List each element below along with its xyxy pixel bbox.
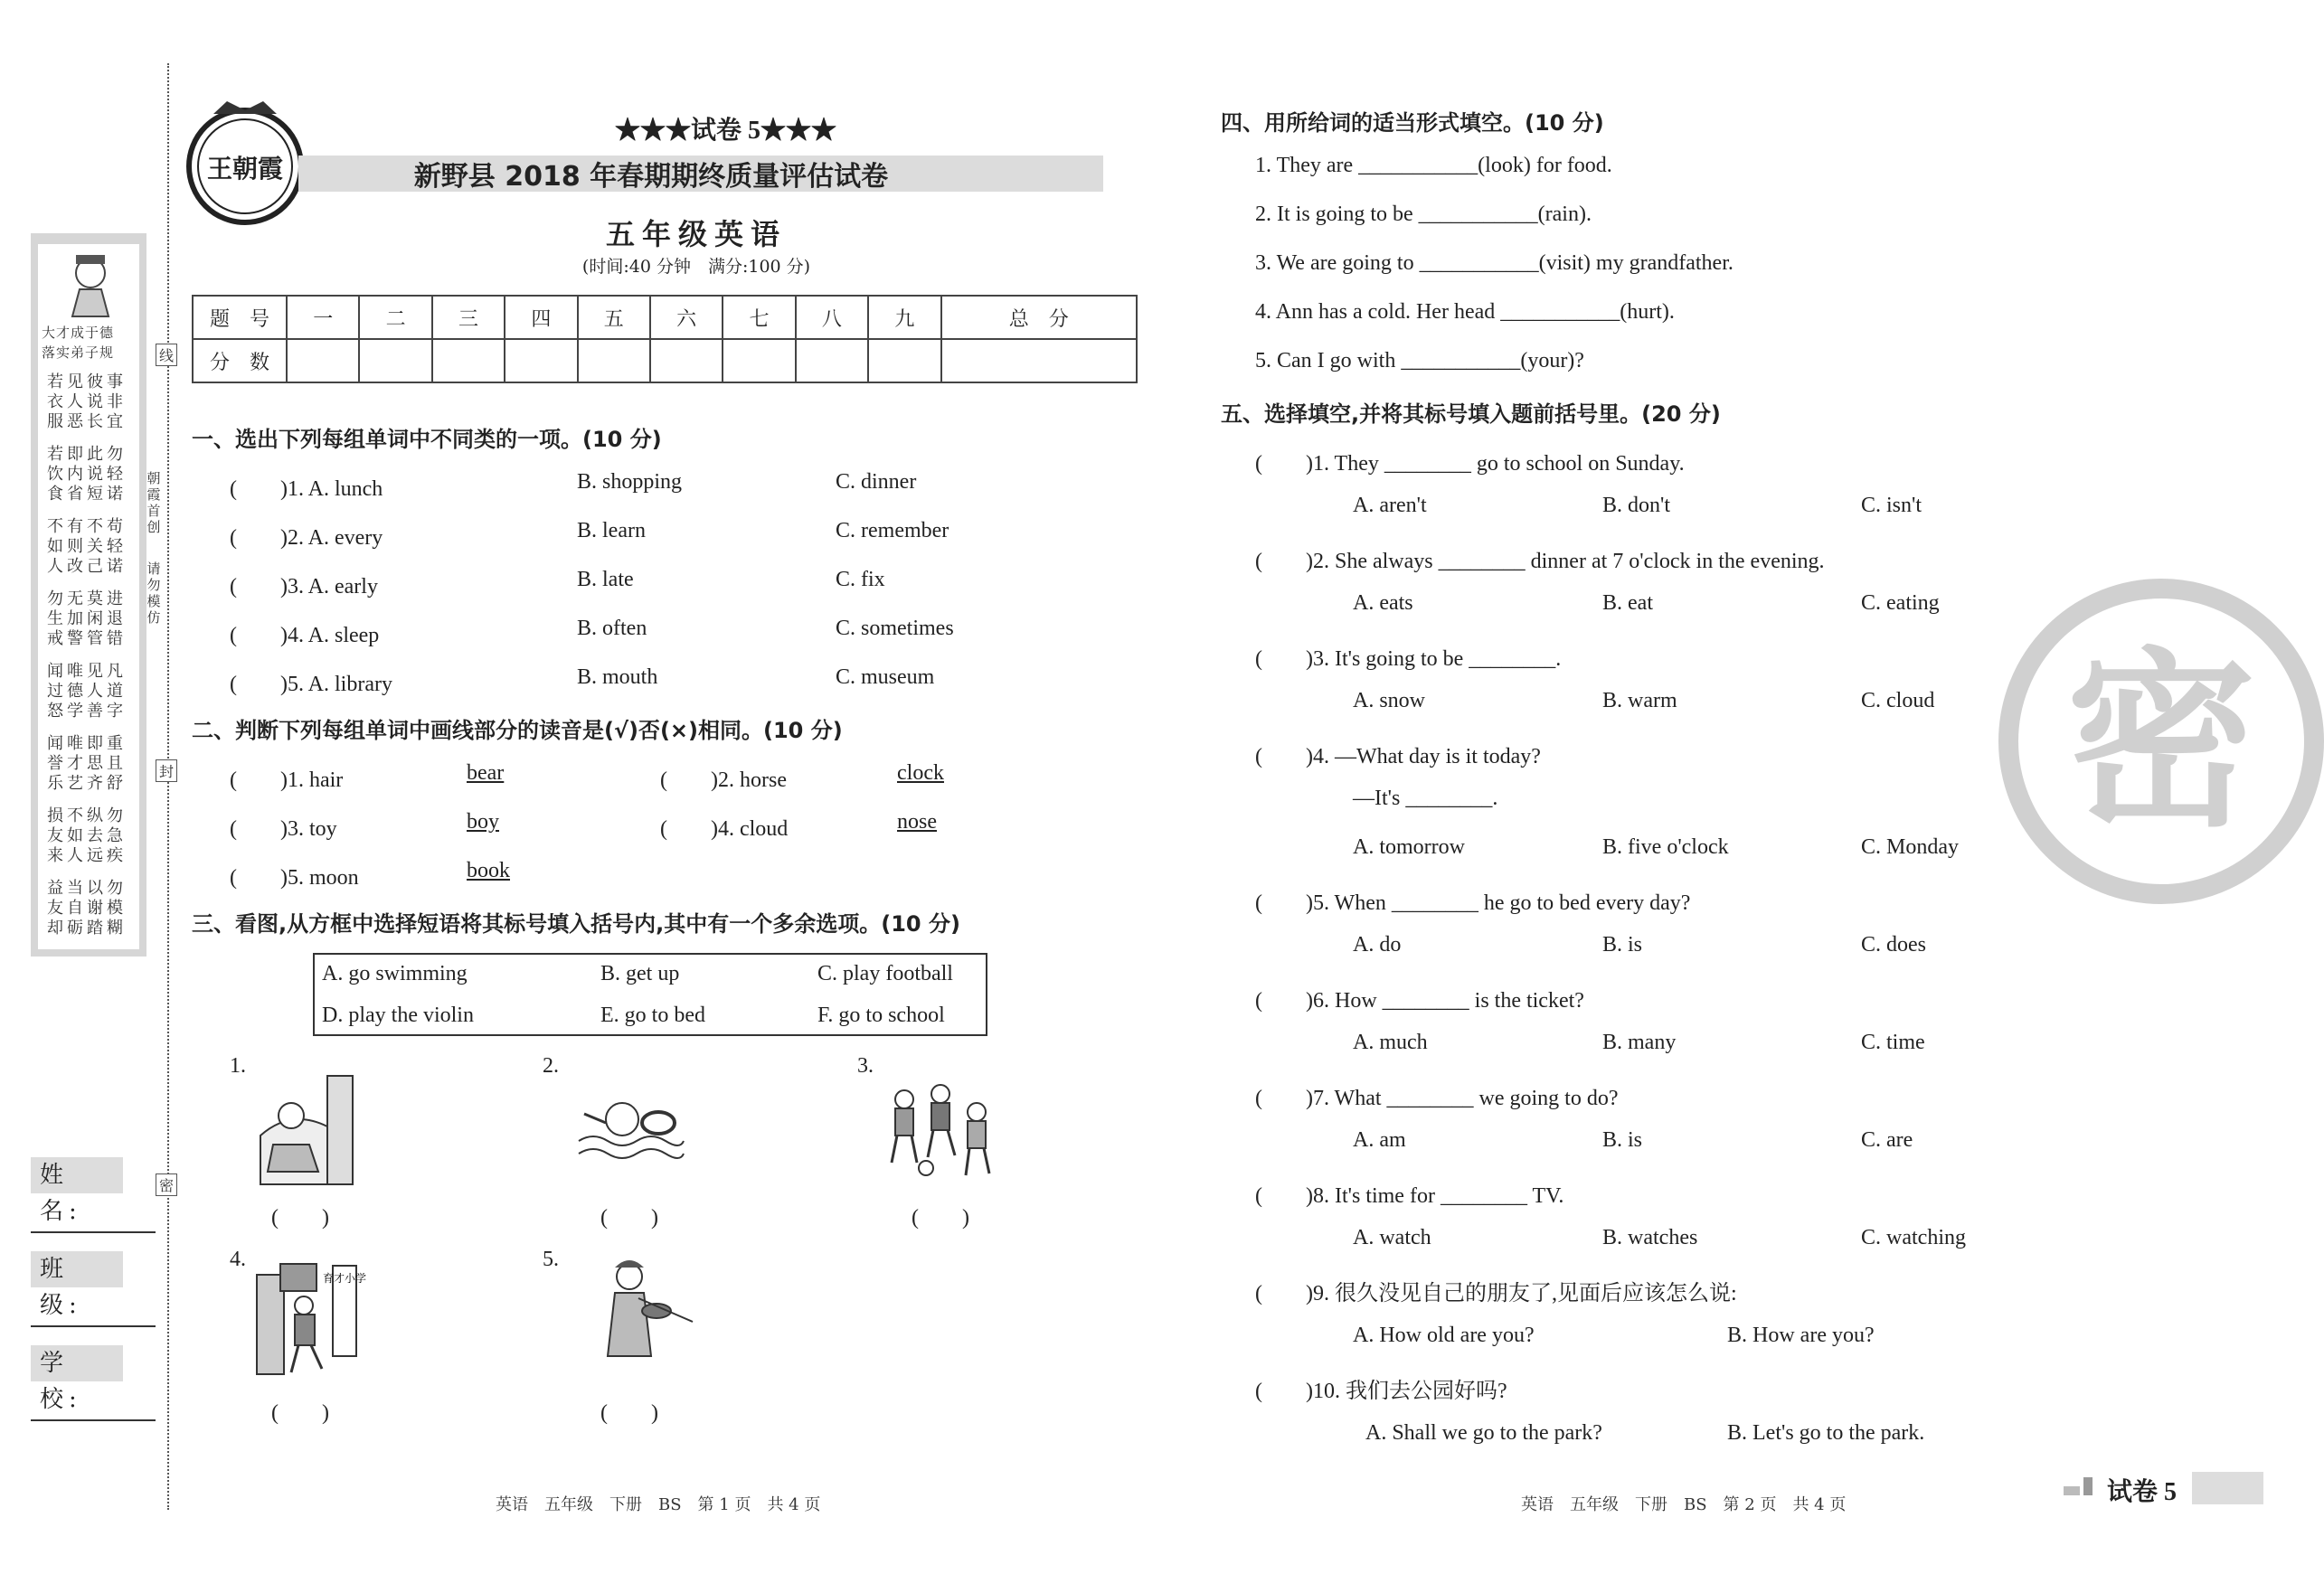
fill-blank-row[interactable]: 1. They are ___________(look) for food. [1255,154,1612,177]
school-sign-text: 育才小学 [322,1272,367,1285]
score-header-cell: 六 [650,296,723,339]
answer-blank[interactable]: ( ) [600,1401,658,1425]
section5-title: 五、选择填空,并将其标号填入题前括号里。(20 分) [1221,401,1721,427]
phrase-option: C. play football [817,962,953,985]
score-table [192,295,1138,383]
go-to-school-picture [253,1260,367,1378]
score-header-cell: 一 [287,296,359,339]
option-c: C. fix [836,568,885,591]
class-label: 班 级: [31,1251,123,1287]
phrase-option: A. go swimming [322,962,468,985]
binding-vertical-2: 请勿模仿 [146,561,161,626]
question-row[interactable]: ( )5. When ________ he go to bed every day? [1255,891,1691,915]
picture-number: 3. [857,1054,874,1078]
motto-line: 益当以勿 [47,879,127,898]
phrase-option: D. play the violin [322,1004,474,1027]
option-c: C. remember [836,519,949,542]
motto-line: 戒警管错 [47,629,127,648]
football-picture [883,1081,1000,1181]
option-c: C. Monday [1861,835,1959,859]
option-a: A. watch [1353,1226,1431,1249]
question-row[interactable]: ( )9. 很久没见自己的朋友了,见面后应该怎么说: [1255,1282,1737,1305]
option-c: C. isn't [1861,494,1922,517]
compare-word: boy [467,810,499,834]
motto-line: 友如去急 [47,826,127,845]
question-row[interactable]: ( )6. How ________ is the ticket? [1255,989,1584,1013]
option-a: A. tomorrow [1353,835,1465,859]
option-c: C. cloud [1861,689,1935,712]
violin-picture [588,1257,696,1365]
option-c: C. does [1861,933,1926,957]
option-a: A. aren't [1353,494,1427,517]
score-input-cell[interactable] [796,339,868,382]
option-c: C. eating [1861,591,1940,615]
score-header-cell: 九 [868,296,940,339]
compare-word: bear [467,761,505,785]
option-b: B. learn [577,519,646,542]
section3-title: 三、看图,从方框中选择短语将其标号填入括号内,其中有一个多余选项。(10 分) [192,911,960,937]
motto-line: 怒学善字 [47,702,127,721]
picture-number: 5. [543,1248,559,1271]
phrase-option: B. get up [600,962,680,985]
motto-line: 闻唯即重 [47,734,127,753]
score-header-cell: 五 [578,296,650,339]
score-header-cell: 二 [359,296,431,339]
option-c: C. dinner [836,470,917,494]
question-row[interactable]: ( )2. A. every [230,526,383,550]
score-label-cell: 分 数 [193,339,287,382]
score-input-cell[interactable] [868,339,940,382]
question-row[interactable]: ( )5. A. library [230,673,392,696]
option-c: C. time [1861,1031,1925,1054]
question-row[interactable]: ( )5. moon [230,866,359,890]
class-field[interactable] [31,1325,156,1327]
option-b: B. late [577,568,634,591]
option-b: B. eat [1602,591,1653,615]
option-a: A. am [1353,1128,1406,1152]
motto-line: 损不纵勿 [47,806,127,825]
swimming-picture [575,1087,687,1168]
motto-line: 人改己诺 [47,557,127,576]
school-field[interactable] [31,1419,156,1421]
fill-blank-row[interactable]: 5. Can I go with ___________(your)? [1255,349,1584,372]
motto-line: 服恶长宜 [47,412,127,431]
fill-blank-row[interactable]: 2. It is going to be ___________(rain). [1255,203,1592,226]
option-b: B. often [577,617,647,640]
score-input-cell[interactable] [432,339,505,382]
question-row[interactable]: ( )1. hair [230,768,344,792]
option-c: C. museum [836,665,935,689]
question-row[interactable]: ( )2. She always ________ dinner at 7 o'clock in the evening. [1255,550,1825,573]
answer-blank[interactable]: ( ) [912,1206,969,1230]
question-row[interactable]: ( )3. It's going to be ________. [1255,647,1562,671]
footer-right: 英语 五年级 下册 BS 第 2 页 共 4 页 [1521,1495,1847,1514]
question-row[interactable]: ( )7. What ________ we going to do? [1255,1087,1619,1110]
option-a: A. do [1353,933,1402,957]
option-b: B. many [1602,1031,1677,1054]
footer-left: 英语 五年级 下册 BS 第 1 页 共 4 页 [496,1495,821,1514]
question-row[interactable]: ( )1. They ________ go to school on Sunday. [1255,452,1685,476]
question-row[interactable]: ( )8. It's time for ________ TV. [1255,1184,1564,1208]
motto-line: 来人远疾 [47,846,127,865]
compare-word: book [467,859,510,882]
option-a: A. eats [1353,591,1413,615]
phrase-option: F. go to school [817,1004,945,1027]
section4-title: 四、用所给词的适当形式填空。(10 分) [1221,110,1604,136]
option-b: B. warm [1602,689,1677,712]
question-row[interactable]: ( )1. A. lunch [230,477,383,501]
logo-text: 王朝霞 [206,154,284,184]
option-c: C. watching [1861,1226,1966,1249]
school-label: 学 校: [31,1345,123,1381]
option-a: A. Shall we go to the park? [1365,1421,1602,1445]
option-c: C. are [1861,1128,1913,1152]
picture-number: 1. [230,1054,246,1078]
answer-blank[interactable]: ( ) [271,1206,329,1230]
footer-tag-bar [2064,1486,2080,1495]
motto-line: 如则关轻 [47,537,127,556]
question-row[interactable]: ( )3. A. early [230,575,378,598]
get-up-picture [255,1072,356,1190]
question-row[interactable]: ( )4. cloud [660,817,789,841]
motto-line: 衣人说非 [47,392,127,411]
score-input-cell[interactable] [287,339,359,382]
motto-line: 乐艺齐舒 [47,774,127,793]
score-value-row [193,339,1137,382]
score-header-cell: 题 号 [193,296,287,339]
footer-tag-bar [2083,1477,2093,1495]
footer-tag-bar [2192,1472,2263,1504]
binding-mark-seal: 封 [156,759,177,782]
option-b: B. Let's go to the park. [1727,1421,1925,1445]
question-row[interactable]: ( )3. toy [230,817,337,841]
question-row[interactable]: ( )4. —What day is it today? [1255,745,1541,768]
question-row[interactable]: ( )2. horse [660,768,787,792]
section2-title: 二、判断下列每组单词中画线部分的读音是(√)否(×)相同。(10 分) [192,718,843,743]
motto-line: 食省短诺 [47,485,127,504]
option-b: B. watches [1602,1226,1698,1249]
motto-line: 过德人道 [47,682,127,701]
option-b: B. mouth [577,665,658,689]
picture-number: 2. [543,1054,559,1078]
option-b: B. is [1602,933,1643,957]
publisher-logo [177,94,313,230]
option-b: B. shopping [577,470,683,494]
score-input-cell[interactable] [941,339,1137,382]
question-answer-line: —It's ________. [1353,787,1498,810]
compare-word: clock [897,761,944,785]
option-b: B. five o'clock [1602,835,1729,859]
score-input-cell[interactable] [505,339,577,382]
binding-mark-secret: 密 [156,1173,177,1196]
exam-timing: (时间:40 分钟 满分:100 分) [581,257,811,277]
motto-bottom: 落实弟子规 [42,344,115,361]
stamp-text: 密 [2065,631,2256,853]
score-input-cell[interactable] [359,339,431,382]
footer-paper-tag: 试卷 5 [2107,1478,2178,1506]
name-field[interactable] [31,1231,156,1233]
name-label: 姓 名: [31,1157,123,1193]
picture-number: 4. [230,1248,246,1271]
score-header-cell: 七 [723,296,795,339]
fill-blank-row[interactable]: 4. Ann has a cold. Her head ___________(hurt). [1255,300,1675,324]
option-a: A. much [1353,1031,1428,1054]
motto-line: 闻唯见凡 [47,662,127,681]
exam-title: 新野县 2018 年春期期终质量评估试卷 [413,161,889,193]
motto-line: 勿无莫进 [47,589,127,608]
motto-line: 若见彼事 [47,372,127,391]
motto-line: 生加闲退 [47,609,127,628]
option-c: C. sometimes [836,617,954,640]
binding-vertical-1: 朝霞首创 [146,470,161,535]
score-header-row [193,296,1137,339]
motto-line: 不有不苟 [47,517,127,536]
binding-strip-inner [38,244,139,949]
paper-number: ★★★试卷 5★★★ [615,117,837,145]
option-b: B. is [1602,1128,1643,1152]
fill-blank-row[interactable]: 3. We are going to ___________(visit) my grandfather. [1255,251,1734,275]
exam-subject: 五年级英语 [605,217,787,251]
question-row[interactable]: ( )10. 我们去公园好吗? [1255,1380,1507,1403]
binding-cut-line [167,63,169,1510]
option-a: A. How old are you? [1353,1324,1535,1347]
option-b: B. How are you? [1727,1324,1875,1347]
child-figure-icon [54,248,127,320]
motto-line: 却砺踏糊 [47,919,127,938]
phrase-box [313,953,987,1036]
score-input-cell[interactable] [650,339,723,382]
option-b: B. don't [1602,494,1670,517]
motto-line: 友自谢模 [47,899,127,918]
score-input-cell[interactable] [578,339,650,382]
secret-stamp [1998,579,2324,904]
answer-blank[interactable]: ( ) [271,1401,329,1425]
phrase-option: E. go to bed [600,1004,705,1027]
score-header-cell: 八 [796,296,868,339]
compare-word: nose [897,810,937,834]
motto-top: 大才成于德 [42,325,115,341]
section1-title: 一、选出下列每组单词中不同类的一项。(10 分) [192,427,662,452]
answer-blank[interactable]: ( ) [600,1206,658,1230]
motto-line: 若即此勿 [47,445,127,464]
binding-mark-line: 线 [156,344,177,366]
score-header-cell: 总 分 [941,296,1137,339]
motto-line: 饮内说轻 [47,465,127,484]
score-input-cell[interactable] [723,339,795,382]
question-row[interactable]: ( )4. A. sleep [230,624,380,647]
motto-line: 誉才思且 [47,754,127,773]
option-a: A. snow [1353,689,1426,712]
motto-grid [47,372,137,951]
score-header-cell: 四 [505,296,577,339]
score-header-cell: 三 [432,296,505,339]
